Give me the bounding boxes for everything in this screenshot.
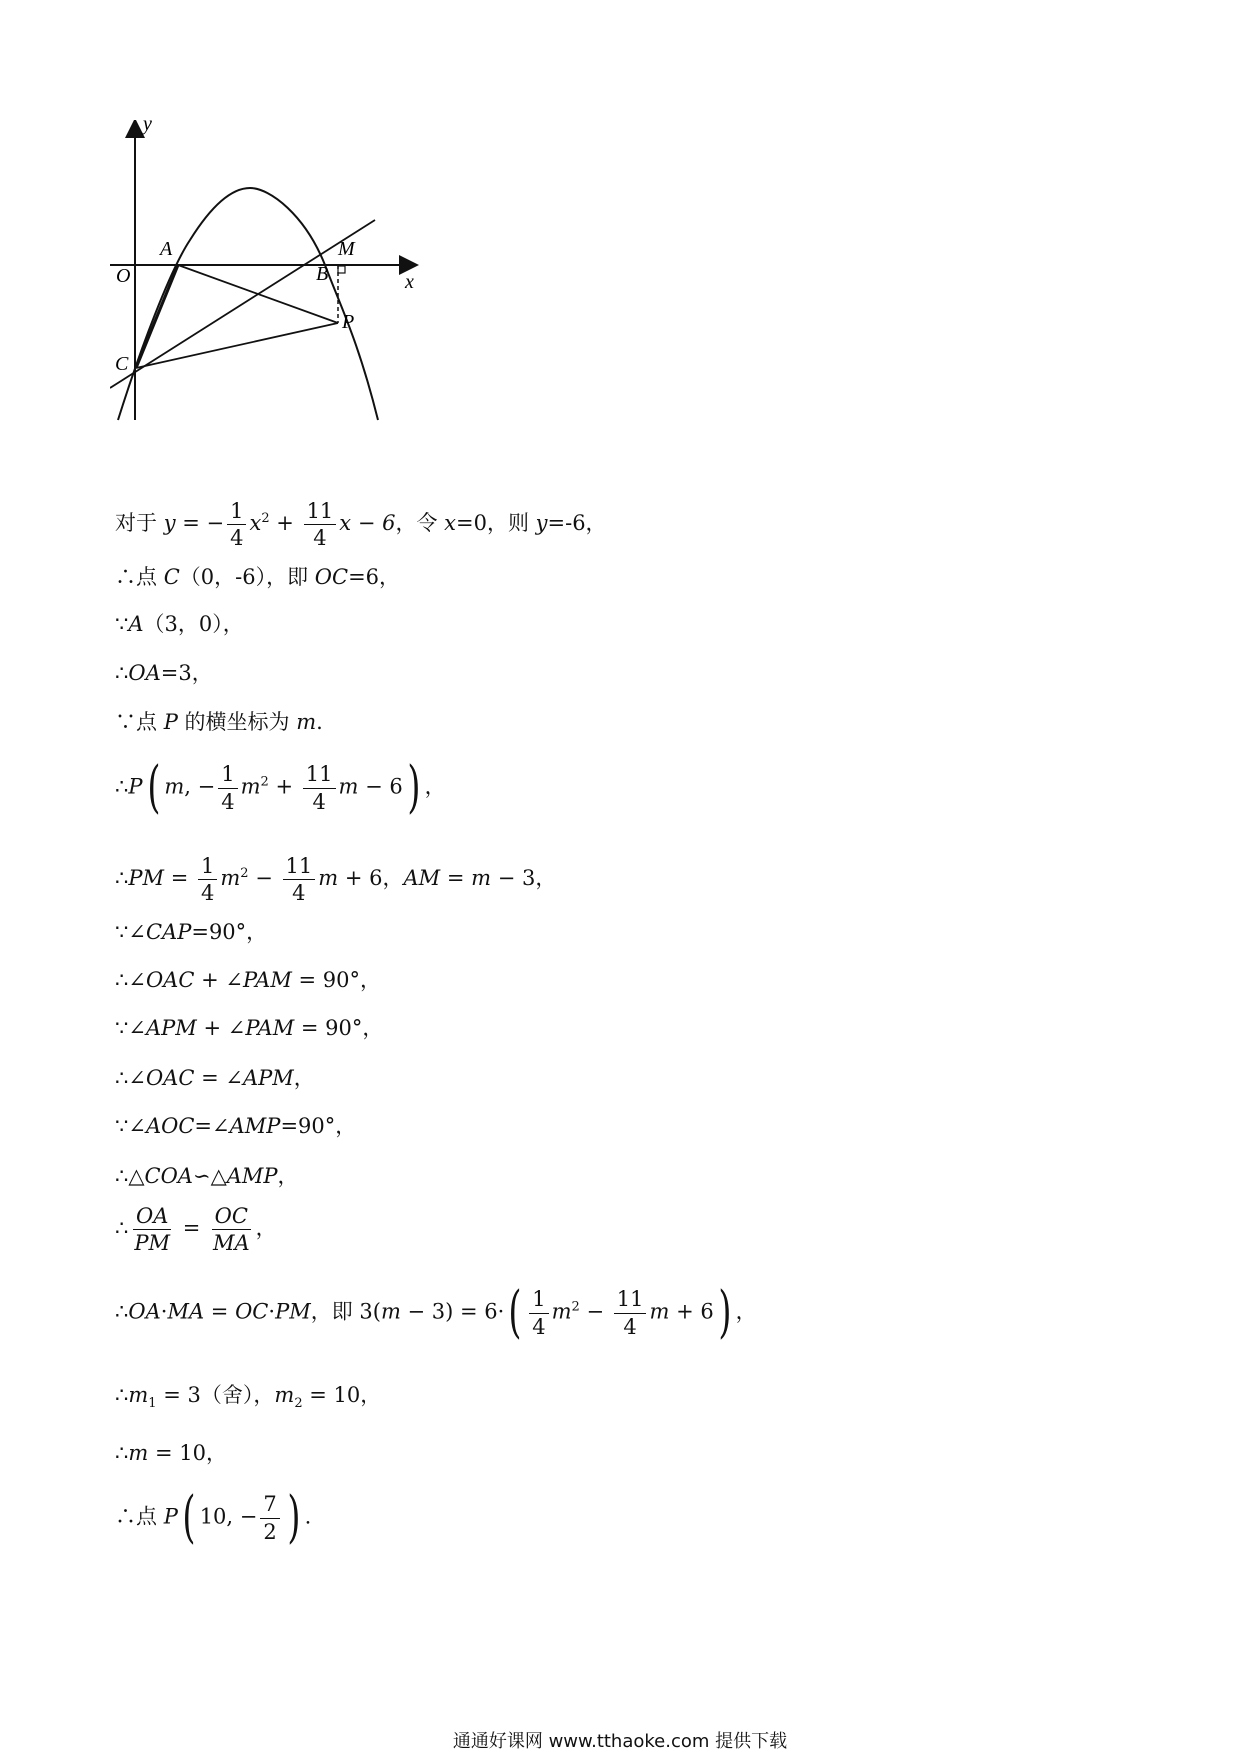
label-m: M — [338, 238, 355, 260]
solution-line-2: ∴点 C（0，-6），即 OC=6， — [115, 565, 401, 589]
solution-line-9: ∴∠OAC + ∠PAM = 90°， — [115, 968, 382, 992]
line-cm — [110, 220, 375, 388]
label-a: A — [160, 238, 173, 260]
footer-watermark: 通通好课网 www.tthaoke.com 提供下载 — [452, 1731, 788, 1752]
solution-line-16: $\therefore m_1 = 3$（舍），$m_2 = 10$， — [115, 1383, 382, 1412]
solution-line-1: 对于 y = − $\frac{1}{4}$ $x^2$ + $\frac{11}{4}$ x − 6，令 x=0，则 y=-6， — [115, 499, 607, 551]
solution-line-8: ∵∠CAP=90°， — [115, 920, 268, 944]
segment-cp — [136, 323, 338, 368]
segment-ap — [178, 265, 338, 323]
solution-line-18: ∴点 P( 10, − $\frac{7}{2}$ ) . — [115, 1485, 312, 1550]
solution-line-7: ∴PM = $\frac{1}{4}$ $m^2$ − $\frac{11}{4}$ m + 6，AM = m − 3， — [115, 854, 557, 906]
solution-line-12: ∵∠AOC=∠AMP=90°， — [115, 1114, 357, 1138]
solution-line-15: ∴OA·MA = OC·PM，即 3(m − 3) = 6·( $\frac{1}{4}$ $m^2$ − $\frac{11}{4}$ m + 6) ， — [115, 1280, 757, 1345]
solution-line-5: ∵点 P 的横坐标为 m. — [115, 710, 323, 734]
segment-ac — [136, 265, 178, 368]
parabola-curve — [118, 188, 378, 420]
solution-line-4: ∴OA=3， — [115, 661, 213, 685]
solution-line-10: ∵∠APM + ∠PAM = 90°， — [115, 1016, 384, 1040]
solution-line-3: ∵A（3，0）， — [115, 612, 244, 636]
label-y: y — [143, 120, 152, 135]
solution-line-14: ∴ $\frac{OA}{PM}$ = $\frac{OC}{MA}$ ， — [115, 1204, 277, 1256]
solution-line-11: ∴∠OAC = ∠APM， — [115, 1066, 315, 1090]
solution-line-13: ∴△COA∽△AMP， — [115, 1164, 299, 1188]
parabola-figure — [110, 120, 490, 480]
label-o: O — [116, 265, 131, 287]
solution-line-6: ∴P( m, − $\frac{1}{4}$ $m^2$ + $\frac{11}{4}$ m − 6) ， — [115, 755, 446, 820]
solution-line-17: ∴m = 10， — [115, 1441, 227, 1465]
right-angle-mark — [338, 266, 345, 273]
label-b: B — [316, 263, 329, 285]
label-c: C — [115, 353, 129, 375]
label-p: P — [342, 311, 355, 333]
label-x: x — [405, 271, 414, 293]
